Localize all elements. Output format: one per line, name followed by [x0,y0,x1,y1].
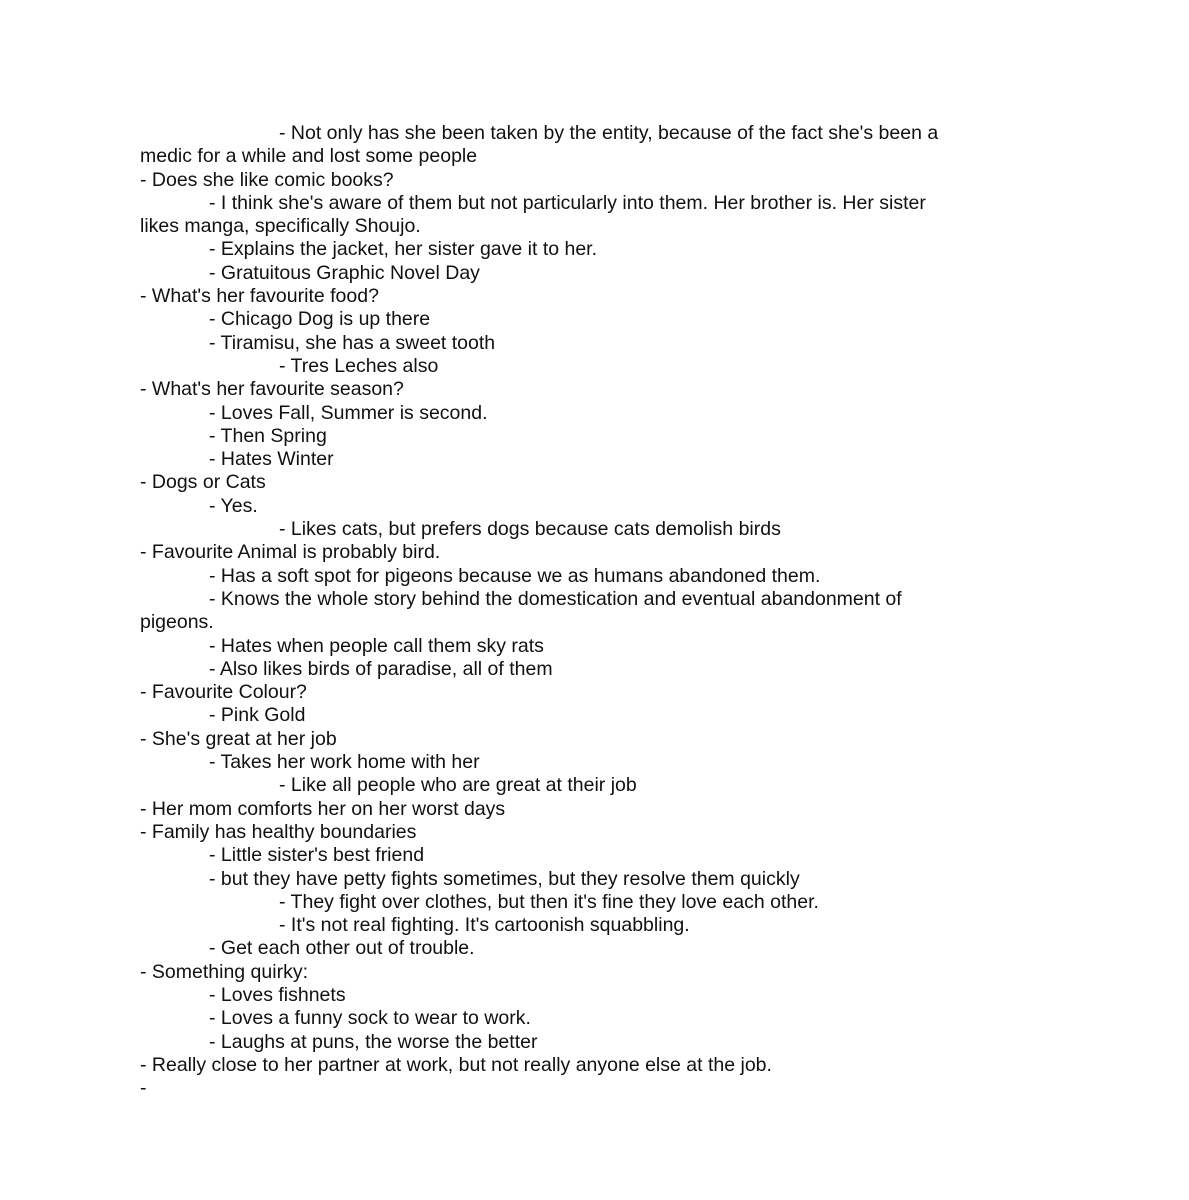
note-subitem-level-1: - Yes. [209,494,258,517]
note-subitem-level-1: - Loves a funny sock to wear to work. [209,1007,531,1030]
note-subitem-level-1: - Takes her work home with her [209,751,480,774]
note-item: - Favourite Animal is probably bird. [140,541,441,564]
note-line-level-2: - Not only has she been taken by the entity, because of the fact she's been a [279,122,939,144]
notes-document [140,122,1020,1100]
note-subitem-level-1: - Chicago Dog is up there [209,308,431,331]
note-item: - Does she like comic books? [140,168,394,191]
note-subitem-level-1: - Loves Fall, Summer is second. [209,401,488,424]
note-item: - What's her favourite food? [140,285,379,308]
note-item: - She's great at her job [140,727,337,750]
note-subitem-level-1: - Then Spring [209,424,327,447]
note-subitem-level-1: - Laughs at puns, the worse the better [209,1030,538,1053]
note-line-level-1: - Knows the whole story behind the domestication and eventual abandonment of [209,587,902,610]
note-subitem-level-1: - Has a soft spot for pigeons because we as humans abandoned them. [209,564,821,587]
note-item: - Family has healthy boundaries [140,820,417,843]
note-subitem-level-1: - Also likes birds of paradise, all of them [209,657,553,680]
note-line-level-1: - I think she's aware of them but not particularly into them. Her brother is. Her sister [209,191,926,214]
note-subitem-level-1: - Explains the jacket, her sister gave it to her. [209,238,598,261]
note-subitem-level-1: - Tiramisu, she has a sweet tooth [209,331,496,354]
note-item: - Dogs or Cats [140,471,266,494]
note-item: - Her mom comforts her on her worst days [140,797,506,820]
note-subitem-level-2: - They fight over clothes, but then it's fine they love each other. [279,890,819,913]
note-subitem-level-2: - Tres Leches also [279,354,439,377]
note-line-continuation: likes manga, specifically Shoujo. [140,215,421,238]
note-subitem-level-1: - Hates Winter [209,448,334,471]
note-subitem-level-2: - Like all people who are great at their job [279,774,637,797]
note-subitem-level-2: - It's not real fighting. It's cartoonish squabbling. [279,914,690,937]
note-subitem-level-1: - Gratuitous Graphic Novel Day [209,261,480,284]
note-subitem-level-2: - Likes cats, but prefers dogs because cats demolish birds [279,518,781,541]
note-subitem-level-1: - Loves fishnets [209,983,346,1006]
note-item: - Really close to her partner at work, but not really anyone else at the job. [140,1053,772,1076]
note-subitem-level-1: - but they have petty fights sometimes, but they resolve them quickly [209,867,800,890]
note-item: - Favourite Colour? [140,681,307,704]
note-subitem-level-1: - Get each other out of trouble. [209,937,475,960]
note-subitem-level-1: - Little sister's best friend [209,844,425,867]
note-line-continuation: medic for a while and lost some people [140,145,478,168]
note-subitem-level-1: - Pink Gold [209,704,306,727]
note-item: - Something quirky: [140,960,308,983]
note-subitem-level-1: - Hates when people call them sky rats [209,634,544,657]
note-item: - What's her favourite season? [140,378,404,401]
note-line-continuation: pigeons. [140,611,214,634]
note-item: - [140,1077,147,1100]
